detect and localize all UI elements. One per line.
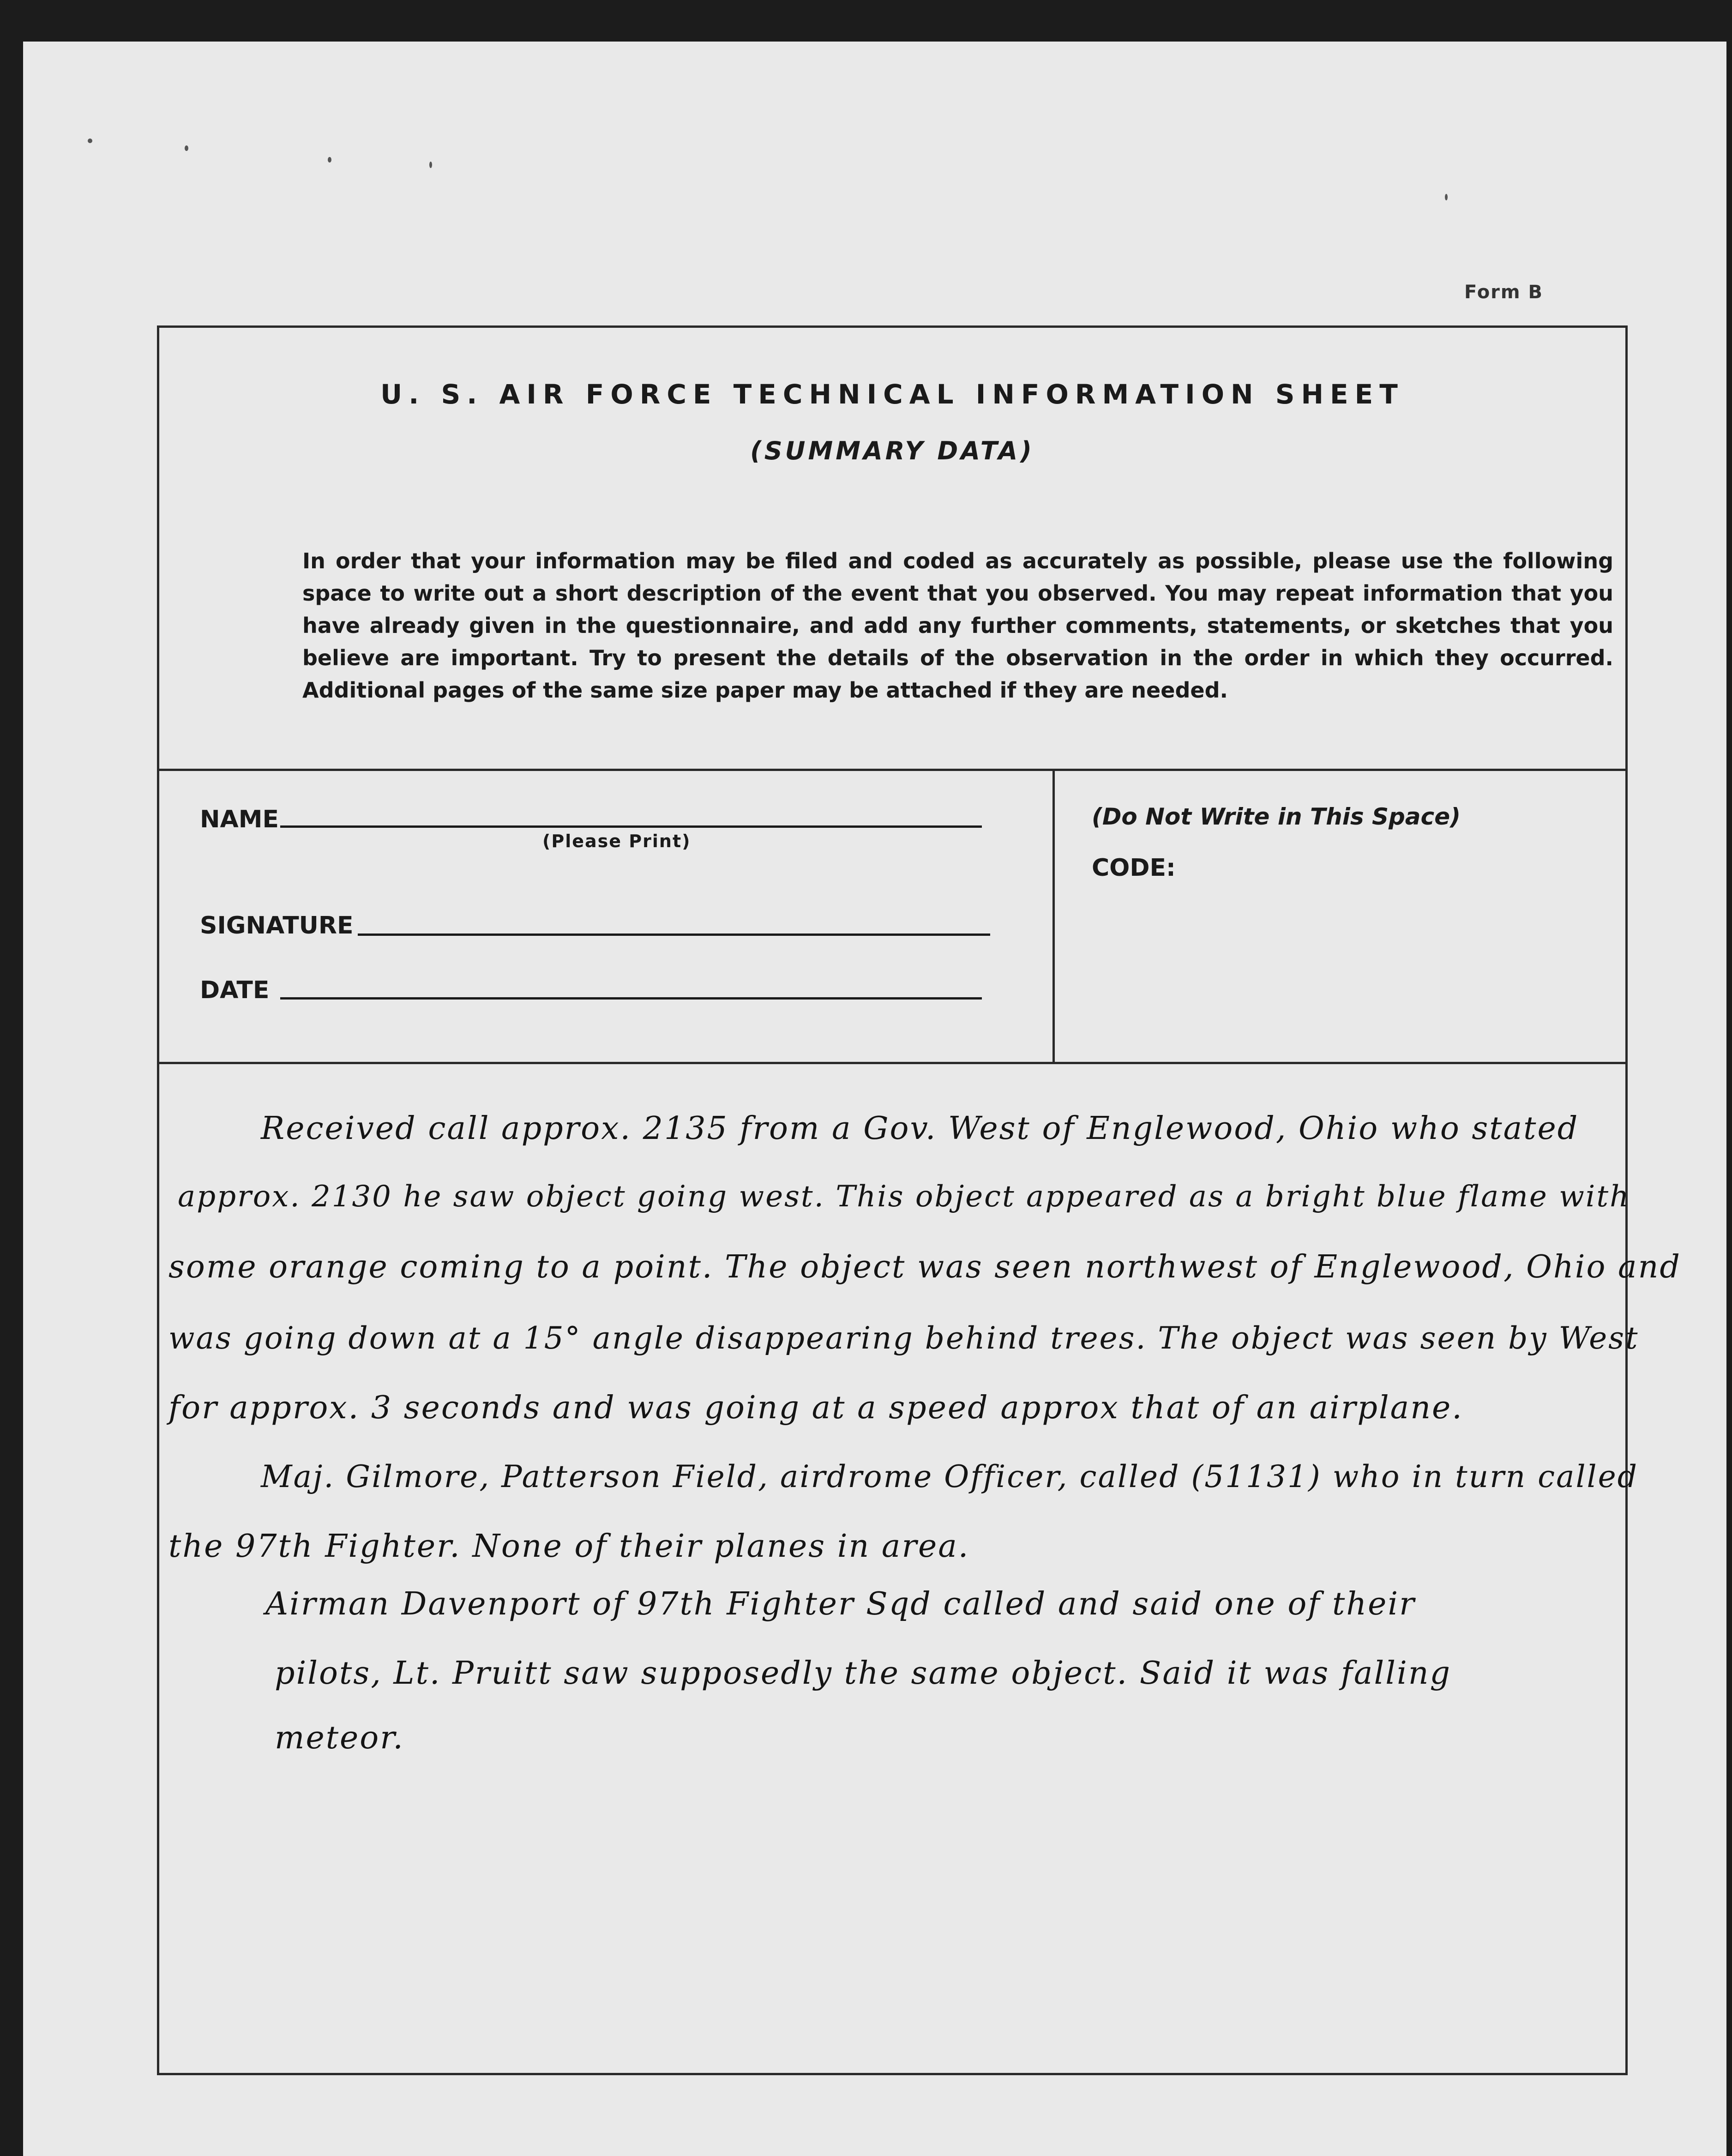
narrative-line: for approx. 3 seconds and was going at a speed approx that of an airplane. [168,1390,1463,1426]
do-not-write-note: (Do Not Write in This Space) [1092,803,1461,830]
name-label: NAME [200,806,279,833]
narrative-line: the 97th Fighter. None of their planes in area. [168,1528,970,1565]
narrative-line: meteor. [275,1720,404,1756]
narrative-line: Received call approx. 2135 from a Gov. West of Englewood, Ohio who stated [261,1110,1579,1147]
signature-field[interactable] [358,933,990,936]
date-field[interactable] [280,997,982,1000]
sheet-title: U. S. AIR FORCE TECHNICAL INFORMATION SHEET [380,379,1404,410]
dust-speck [1445,194,1448,200]
instructions-paragraph: In order that your information may be filed and coded as accurately as possible, please use the following space to write out a short description of the event that you observed. You may repeat information that you have already given in the questionnaire, and add any further comments, statements, or sketches that you believe are important. Try to present the details of the observation in the order in which they occurred. Additional pages of the same size paper may be attached if they are needed. [302,548,1613,703]
narrative-area [159,1064,1681,2073]
signature-label: SIGNATURE [200,912,354,939]
dust-speck [185,145,188,151]
narrative-line: was going down at a 15° angle disappearing behind trees. The object was seen by West [168,1320,1639,1356]
identification-fields [159,771,1055,1062]
office-use-box [1055,771,1625,1062]
document-page [23,42,1726,2156]
identification-section [159,771,1625,1064]
form-frame [157,325,1681,2075]
narrative-line: some orange coming to a point. The object was seen northwest of Englewood, Ohio and [168,1249,1681,1285]
code-label: CODE: [1092,854,1176,882]
date-label: DATE [200,976,270,1004]
please-print-note: (Please Print) [542,831,691,851]
header-section [159,328,1625,771]
dust-speck [429,162,432,168]
dust-speck [328,157,331,163]
dust-speck [88,139,92,143]
narrative-line: pilots, Lt. Pruitt saw supposedly the same object. Said it was falling [275,1655,1452,1692]
narrative-line: Airman Davenport of 97th Fighter Sqd called and said one of their [265,1586,1416,1622]
narrative-line: approx. 2130 he saw object going west. This object appeared as a bright blue flame with [178,1180,1630,1214]
sheet-subtitle: (SUMMARY DATA) [750,436,1034,465]
name-field[interactable] [280,825,982,828]
form-id-label: Form B [1464,282,1544,303]
narrative-line: Maj. Gilmore, Patterson Field, airdrome Officer, called (51131) who in turn called [261,1459,1638,1494]
